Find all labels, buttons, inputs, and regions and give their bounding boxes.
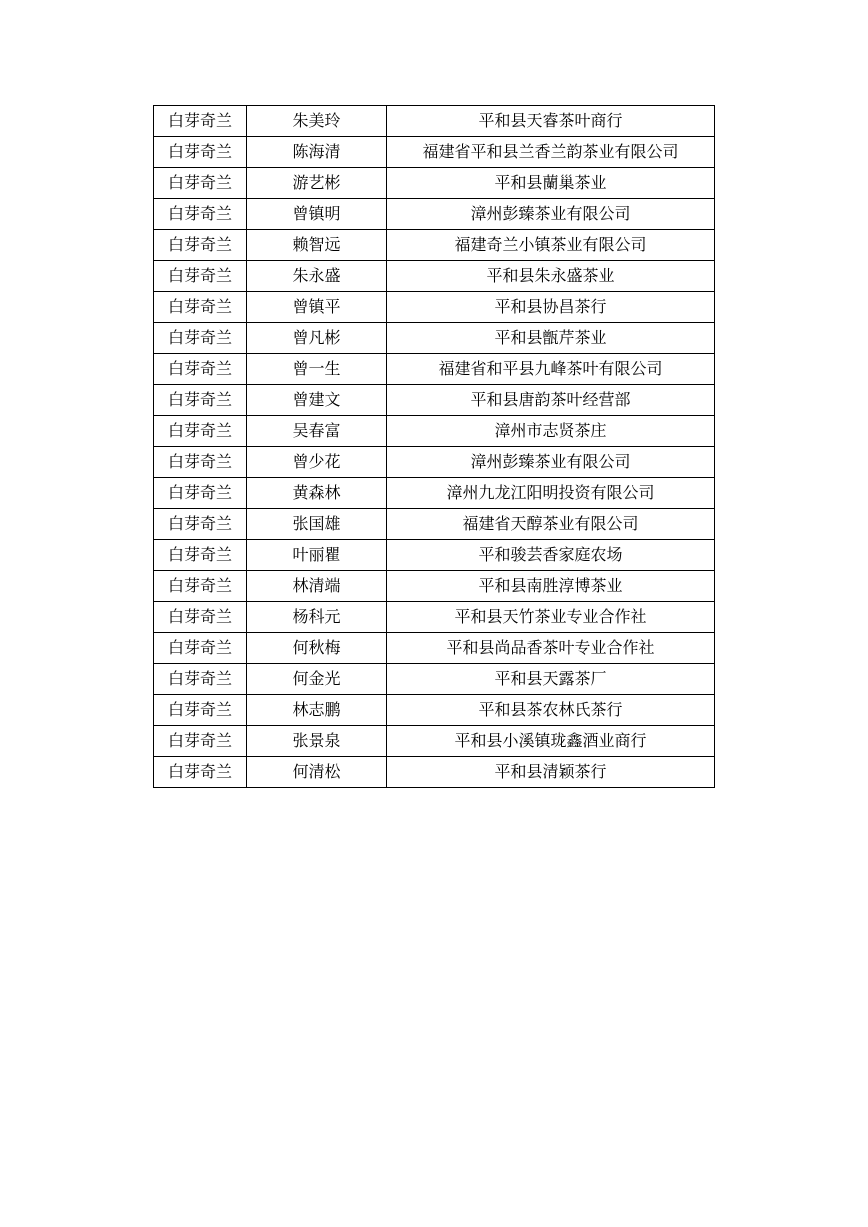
variety-cell: 白芽奇兰 <box>154 416 247 447</box>
company-cell: 福建省和平县九峰茶叶有限公司 <box>387 354 715 385</box>
name-cell: 曾镇明 <box>247 199 387 230</box>
variety-cell: 白芽奇兰 <box>154 478 247 509</box>
company-cell: 平和骏芸香家庭农场 <box>387 540 715 571</box>
variety-cell: 白芽奇兰 <box>154 385 247 416</box>
name-cell: 陈海清 <box>247 137 387 168</box>
table-row <box>154 602 715 633</box>
company-cell: 平和县尚品香茶叶专业合作社 <box>387 633 715 664</box>
variety-cell: 白芽奇兰 <box>154 354 247 385</box>
table-row <box>154 106 715 137</box>
variety-cell: 白芽奇兰 <box>154 292 247 323</box>
company-cell: 漳州九龙江阳明投资有限公司 <box>387 478 715 509</box>
table-row <box>154 199 715 230</box>
table-row <box>154 168 715 199</box>
name-cell: 张景泉 <box>247 726 387 757</box>
table-row <box>154 540 715 571</box>
table-row <box>154 633 715 664</box>
name-cell: 何秋梅 <box>247 633 387 664</box>
table-row <box>154 509 715 540</box>
name-cell: 曾少花 <box>247 447 387 478</box>
table-row <box>154 137 715 168</box>
name-cell: 赖智远 <box>247 230 387 261</box>
variety-cell: 白芽奇兰 <box>154 726 247 757</box>
variety-cell: 白芽奇兰 <box>154 261 247 292</box>
name-cell: 黄森林 <box>247 478 387 509</box>
name-cell: 林志鹏 <box>247 695 387 726</box>
table-row <box>154 230 715 261</box>
table-row <box>154 292 715 323</box>
variety-cell: 白芽奇兰 <box>154 230 247 261</box>
variety-cell: 白芽奇兰 <box>154 199 247 230</box>
variety-cell: 白芽奇兰 <box>154 540 247 571</box>
name-cell: 曾凡彬 <box>247 323 387 354</box>
table-row <box>154 385 715 416</box>
table-row <box>154 323 715 354</box>
name-cell: 朱永盛 <box>247 261 387 292</box>
company-cell: 平和县天竹茶业专业合作社 <box>387 602 715 633</box>
variety-cell: 白芽奇兰 <box>154 323 247 354</box>
variety-cell: 白芽奇兰 <box>154 757 247 788</box>
name-cell: 杨科元 <box>247 602 387 633</box>
variety-cell: 白芽奇兰 <box>154 695 247 726</box>
name-cell: 曾建文 <box>247 385 387 416</box>
company-cell: 福建省平和县兰香兰韵茶业有限公司 <box>387 137 715 168</box>
table-row <box>154 664 715 695</box>
company-cell: 平和县天露茶厂 <box>387 664 715 695</box>
company-cell: 漳州彭臻茶业有限公司 <box>387 199 715 230</box>
company-cell: 平和县清颖茶行 <box>387 757 715 788</box>
company-cell: 漳州彭臻茶业有限公司 <box>387 447 715 478</box>
variety-cell: 白芽奇兰 <box>154 664 247 695</box>
name-cell: 叶丽瞿 <box>247 540 387 571</box>
table-row <box>154 571 715 602</box>
company-cell: 平和县天睿茶叶商行 <box>387 106 715 137</box>
company-cell: 平和县甑芹茶业 <box>387 323 715 354</box>
tea-producer-table <box>153 105 715 788</box>
name-cell: 朱美玲 <box>247 106 387 137</box>
variety-cell: 白芽奇兰 <box>154 509 247 540</box>
variety-cell: 白芽奇兰 <box>154 447 247 478</box>
company-cell: 平和县朱永盛茶业 <box>387 261 715 292</box>
variety-cell: 白芽奇兰 <box>154 571 247 602</box>
name-cell: 曾一生 <box>247 354 387 385</box>
table-row <box>154 695 715 726</box>
table-row <box>154 447 715 478</box>
name-cell: 游艺彬 <box>247 168 387 199</box>
name-cell: 何金光 <box>247 664 387 695</box>
company-cell: 漳州市志贤茶庄 <box>387 416 715 447</box>
table-row <box>154 757 715 788</box>
variety-cell: 白芽奇兰 <box>154 602 247 633</box>
company-cell: 平和县协昌茶行 <box>387 292 715 323</box>
variety-cell: 白芽奇兰 <box>154 633 247 664</box>
name-cell: 何清松 <box>247 757 387 788</box>
name-cell: 张国雄 <box>247 509 387 540</box>
company-cell: 平和县南胜淳博茶业 <box>387 571 715 602</box>
company-cell: 平和县茶农林氏茶行 <box>387 695 715 726</box>
company-cell: 平和县小溪镇珑鑫酒业商行 <box>387 726 715 757</box>
variety-cell: 白芽奇兰 <box>154 106 247 137</box>
table-row <box>154 354 715 385</box>
name-cell: 曾镇平 <box>247 292 387 323</box>
table-row <box>154 261 715 292</box>
table-row <box>154 726 715 757</box>
variety-cell: 白芽奇兰 <box>154 137 247 168</box>
company-cell: 平和县唐韵茶叶经营部 <box>387 385 715 416</box>
table-body <box>154 106 715 788</box>
company-cell: 平和县蘭巢茶业 <box>387 168 715 199</box>
variety-cell: 白芽奇兰 <box>154 168 247 199</box>
table-row <box>154 478 715 509</box>
company-cell: 福建省天醇茶业有限公司 <box>387 509 715 540</box>
name-cell: 林清端 <box>247 571 387 602</box>
name-cell: 吴春富 <box>247 416 387 447</box>
table-row <box>154 416 715 447</box>
company-cell: 福建奇兰小镇茶业有限公司 <box>387 230 715 261</box>
